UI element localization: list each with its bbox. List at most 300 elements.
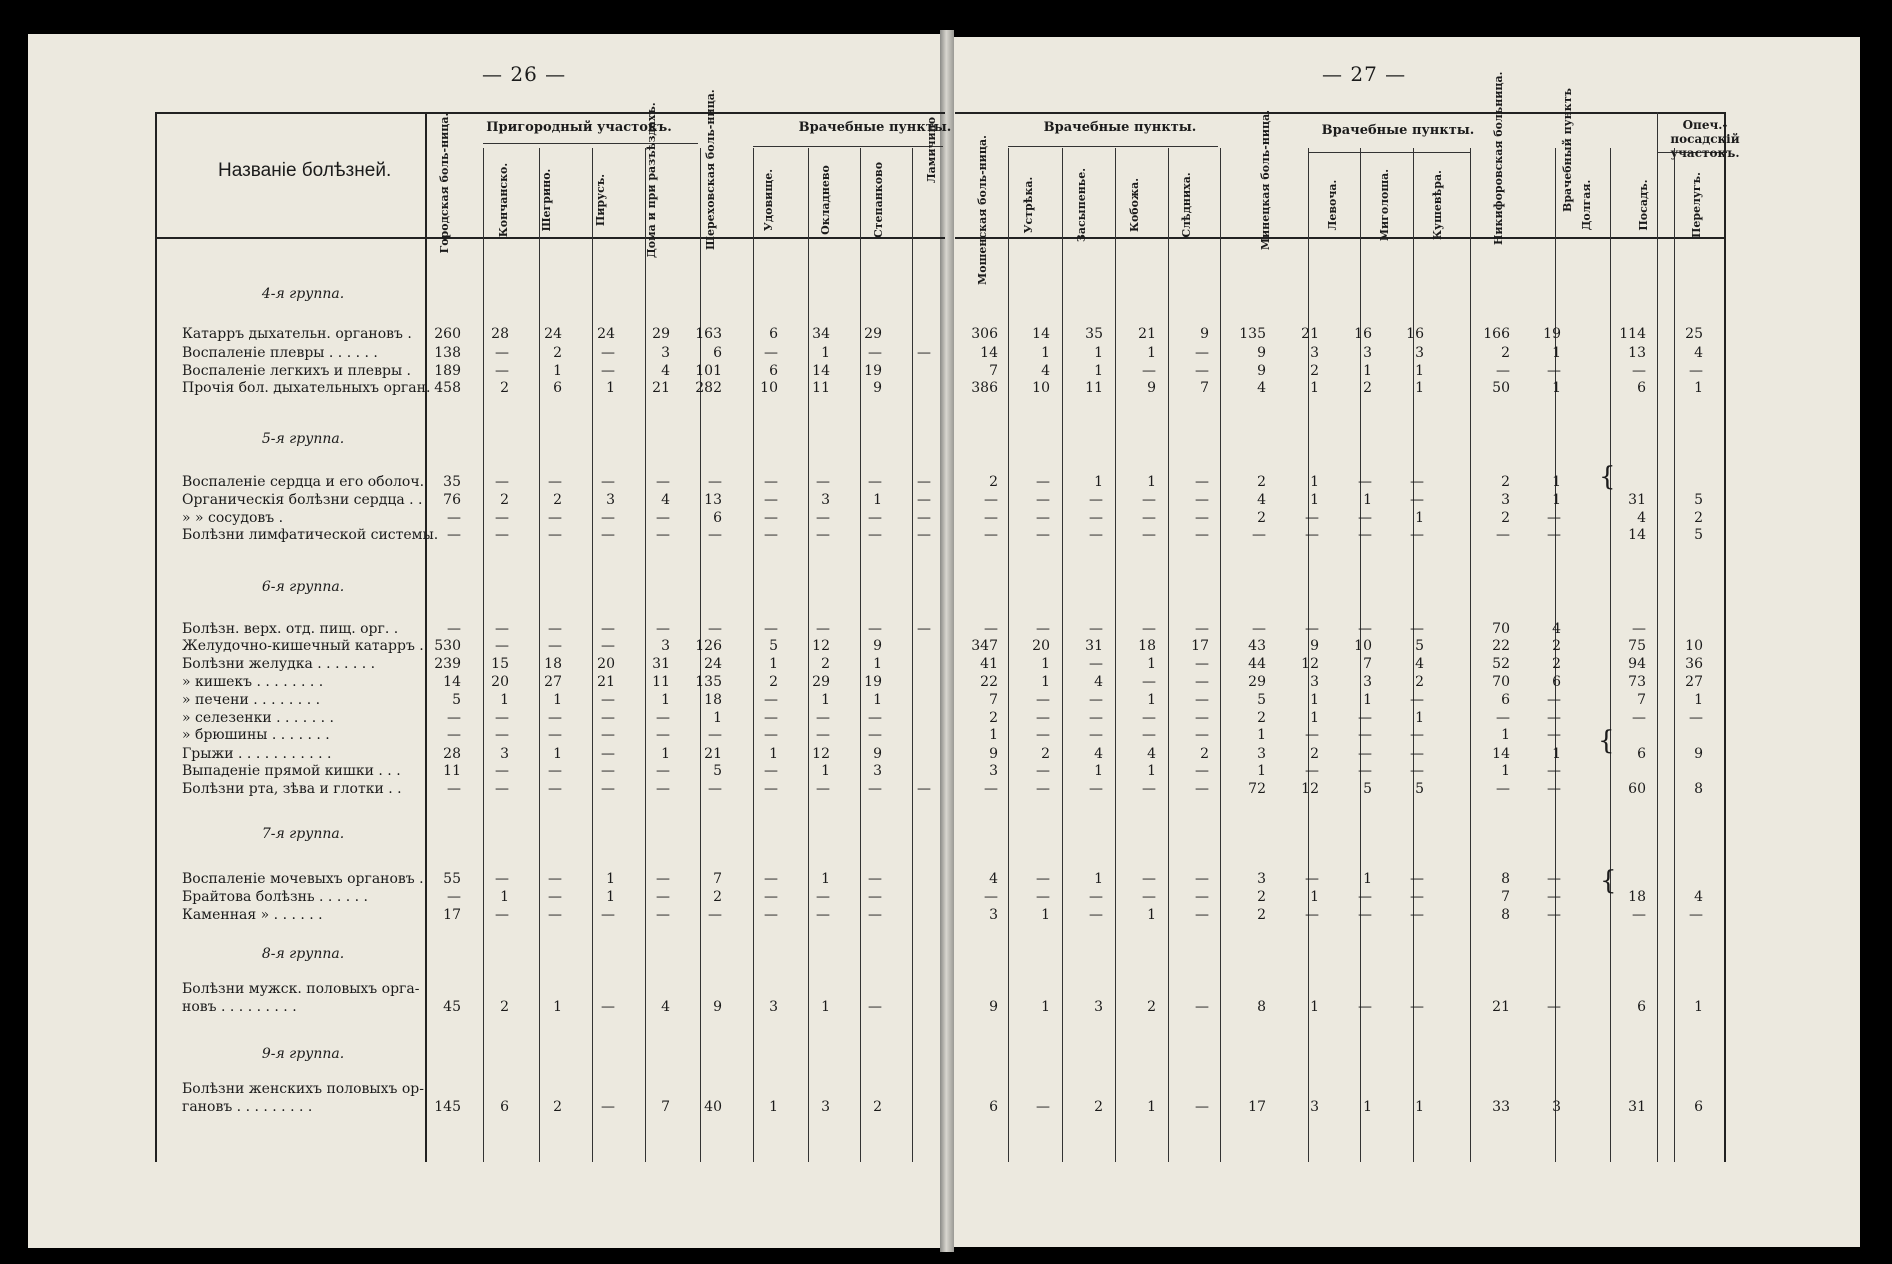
table-cell: 1 xyxy=(1147,692,1156,708)
table-cell: 1 xyxy=(1363,363,1372,379)
table-cell: 17 xyxy=(1191,638,1209,654)
table-cell: — xyxy=(495,781,509,797)
table-cell: 3 xyxy=(661,638,670,654)
table-cell: 94 xyxy=(1628,656,1646,672)
table-cell: — xyxy=(656,621,670,637)
table-cell: 4 xyxy=(1257,492,1266,508)
table-cell: 7 xyxy=(1637,692,1646,708)
table-cell: 2 xyxy=(500,380,509,396)
table-cell: — xyxy=(548,907,562,923)
table-cell: 4 xyxy=(1415,656,1424,672)
table-cell: 52 xyxy=(1492,656,1510,672)
table-cell: 12 xyxy=(812,638,830,654)
table-cell: 101 xyxy=(695,363,722,379)
brace-mark: { xyxy=(1600,866,1617,896)
table-cell: — xyxy=(1547,907,1561,923)
row-label: Воспаленіе сердца и его оболоч. xyxy=(182,474,425,490)
table-cell: 28 xyxy=(443,746,461,762)
table-cell: — xyxy=(656,474,670,490)
row-label: Желудочно-кишечный катарръ . xyxy=(182,638,424,654)
table-top-rule xyxy=(955,112,1725,114)
table-cell: 21 xyxy=(652,380,670,396)
table-cell: — xyxy=(816,710,830,726)
table-cell: — xyxy=(868,621,882,637)
table-cell: — xyxy=(1036,1099,1050,1115)
table-cell: 1 xyxy=(1094,474,1103,490)
table-cell: — xyxy=(495,527,509,543)
table-cell: — xyxy=(548,474,562,490)
table-cell: — xyxy=(1410,492,1424,508)
row-label: » » сосудовъ . xyxy=(182,510,284,526)
table-cell: — xyxy=(1089,492,1103,508)
table-cell: — xyxy=(1195,621,1209,637)
header-stepankovo: Степанково xyxy=(872,161,885,239)
table-cell: — xyxy=(601,746,615,762)
row-label-continuation: гановъ . . . . . . . . . xyxy=(182,1099,313,1115)
table-cell: — xyxy=(1496,363,1510,379)
table-cell: — xyxy=(708,727,722,743)
table-cell: — xyxy=(601,781,615,797)
table-cell: — xyxy=(816,510,830,526)
table-cell: — xyxy=(1142,527,1156,543)
table-cell: 16 xyxy=(1354,326,1372,342)
table-cell: 1 xyxy=(553,363,562,379)
header-udovishche: Удовище. xyxy=(762,168,775,232)
table-cell: — xyxy=(1089,727,1103,743)
table-cell: 12 xyxy=(812,746,830,762)
table-cell: — xyxy=(1195,871,1209,887)
table-cell: — xyxy=(816,727,830,743)
table-cell: 306 xyxy=(971,326,998,342)
table-cell: 2 xyxy=(1257,474,1266,490)
table-cell: — xyxy=(1358,763,1372,779)
table-cell: 2 xyxy=(553,345,562,361)
table-cell: 1 xyxy=(1363,492,1372,508)
row-label: Грыжи . . . . . . . . . . . xyxy=(182,746,332,762)
table-cell: — xyxy=(1195,999,1209,1015)
table-cell: 4 xyxy=(1147,746,1156,762)
table-cell: 4 xyxy=(661,492,670,508)
table-cell: — xyxy=(764,492,778,508)
table-cell: 3 xyxy=(1552,1099,1561,1115)
table-cell: 5 xyxy=(1694,527,1703,543)
table-cell: — xyxy=(917,474,931,490)
group-heading: 7-я группа. xyxy=(261,826,345,842)
table-cell: — xyxy=(1305,727,1319,743)
table-cell: 3 xyxy=(1310,1099,1319,1115)
table-cell: — xyxy=(1195,763,1209,779)
table-cell: — xyxy=(548,727,562,743)
table-cell: — xyxy=(764,621,778,637)
table-cell: 126 xyxy=(695,638,722,654)
table-cell: — xyxy=(447,510,461,526)
table-cell: 2 xyxy=(553,492,562,508)
table-cell: 1 xyxy=(1415,1099,1424,1115)
table-cell: 3 xyxy=(1257,746,1266,762)
table-cell: — xyxy=(764,727,778,743)
table-cell: — xyxy=(1305,763,1319,779)
table-cell: 1 xyxy=(873,656,882,672)
table-cell: 6 xyxy=(989,1099,998,1115)
table-cell: — xyxy=(764,527,778,543)
table-cell: 1 xyxy=(769,746,778,762)
table-cell: 1 xyxy=(1310,999,1319,1015)
table-cell: 7 xyxy=(661,1099,670,1115)
table-cell: 1 xyxy=(1310,692,1319,708)
table-cell: 3 xyxy=(661,345,670,361)
table-cell: — xyxy=(601,907,615,923)
column-rule xyxy=(1470,148,1471,1162)
column-rule xyxy=(1168,148,1169,1162)
table-cell: — xyxy=(447,889,461,905)
table-cell: 1 xyxy=(1694,380,1703,396)
table-cell: 3 xyxy=(989,907,998,923)
header-posad: Посадъ. xyxy=(1637,179,1650,231)
table-cell: — xyxy=(1358,710,1372,726)
table-cell: 8 xyxy=(1257,999,1266,1015)
table-cell: — xyxy=(868,474,882,490)
table-cell: — xyxy=(1689,907,1703,923)
table-cell: 1 xyxy=(713,710,722,726)
table-cell: — xyxy=(1410,763,1424,779)
header-doma: Дома и при разъѣздахъ. xyxy=(645,102,658,258)
table-cell: — xyxy=(1036,710,1050,726)
table-cell: — xyxy=(548,889,562,905)
table-cell: 1 xyxy=(661,692,670,708)
table-cell: — xyxy=(1036,492,1050,508)
table-cell: 29 xyxy=(864,326,882,342)
table-cell: — xyxy=(1036,621,1050,637)
table-cell: — xyxy=(447,781,461,797)
table-cell: 14 xyxy=(1628,527,1646,543)
table-cell: 1 xyxy=(1310,889,1319,905)
table-cell: 6 xyxy=(553,380,562,396)
table-cell: 386 xyxy=(971,380,998,396)
table-cell: 10 xyxy=(1032,380,1050,396)
table-cell: — xyxy=(1305,871,1319,887)
table-cell: — xyxy=(764,710,778,726)
row-label: » кишекъ . . . . . . . . xyxy=(182,674,324,690)
table-cell: — xyxy=(1496,781,1510,797)
table-cell: — xyxy=(1195,1099,1209,1115)
table-cell: — xyxy=(1358,474,1372,490)
table-cell: 11 xyxy=(443,763,461,779)
table-cell: 21 xyxy=(1301,326,1319,342)
table-cell: — xyxy=(1547,510,1561,526)
table-cell: — xyxy=(984,781,998,797)
header-pirus: Пирусъ. xyxy=(594,173,607,227)
table-cell: 14 xyxy=(1032,326,1050,342)
table-cell: — xyxy=(656,889,670,905)
table-cell: 2 xyxy=(500,999,509,1015)
table-cell: 1 xyxy=(1094,345,1103,361)
table-cell: 135 xyxy=(695,674,722,690)
table-cell: — xyxy=(656,781,670,797)
table-cell: — xyxy=(1358,999,1372,1015)
table-cell: — xyxy=(764,692,778,708)
column-rule xyxy=(1220,148,1221,1162)
table-cell: 13 xyxy=(704,492,722,508)
group-heading: 9-я группа. xyxy=(261,1046,345,1062)
table-cell: 44 xyxy=(1248,656,1266,672)
table-cell: 1 xyxy=(1415,363,1424,379)
table-cell: 1 xyxy=(1552,380,1561,396)
table-cell: 40 xyxy=(704,1099,722,1115)
table-cell: 13 xyxy=(1628,345,1646,361)
table-cell: 1 xyxy=(1147,763,1156,779)
table-cell: 18 xyxy=(1628,889,1646,905)
table-cell: 14 xyxy=(812,363,830,379)
table-cell: 2 xyxy=(1094,1099,1103,1115)
table-cell: — xyxy=(1089,621,1103,637)
table-cell: 4 xyxy=(989,871,998,887)
table-cell: 2 xyxy=(1501,345,1510,361)
table-cell: — xyxy=(764,871,778,887)
table-cell: 2 xyxy=(500,492,509,508)
table-cell: — xyxy=(1410,727,1424,743)
table-cell: 1 xyxy=(1501,763,1510,779)
table-cell: 6 xyxy=(769,326,778,342)
table-cell: 1 xyxy=(1147,907,1156,923)
row-label: Воспаленіе легкихъ и плевры . xyxy=(182,363,411,379)
table-cell: 1 xyxy=(1501,727,1510,743)
table-cell: — xyxy=(1036,871,1050,887)
table-cell: — xyxy=(764,345,778,361)
table-cell: — xyxy=(1195,474,1209,490)
row-label: Катарръ дыхательн. органовъ . xyxy=(182,326,412,342)
table-cell: — xyxy=(1142,674,1156,690)
table-cell: 1 xyxy=(661,746,670,762)
table-cell: — xyxy=(1547,692,1561,708)
header-kushevera: Кушевѣра. xyxy=(1431,170,1444,240)
table-cell: 1 xyxy=(1415,380,1424,396)
table-cell: — xyxy=(1496,527,1510,543)
table-cell: 3 xyxy=(821,492,830,508)
table-cell: 76 xyxy=(443,492,461,508)
table-cell: — xyxy=(495,621,509,637)
table-cell: — xyxy=(1410,474,1424,490)
table-cell: 31 xyxy=(1628,1099,1646,1115)
table-cell: 2 xyxy=(713,889,722,905)
table-cell: 1 xyxy=(821,692,830,708)
group-heading: 8-я группа. xyxy=(261,946,345,962)
table-cell: 1 xyxy=(821,345,830,361)
table-cell: — xyxy=(1358,727,1372,743)
table-cell: — xyxy=(1195,781,1209,797)
row-label: Болѣзни женскихъ половыхъ ор- xyxy=(182,1081,424,1097)
table-cell: 1 xyxy=(769,656,778,672)
table-cell: — xyxy=(1195,345,1209,361)
table-cell: — xyxy=(1252,621,1266,637)
table-cell: 1 xyxy=(1694,999,1703,1015)
table-cell: — xyxy=(656,763,670,779)
brace-mark: { xyxy=(1598,726,1615,756)
table-cell: 1 xyxy=(1363,871,1372,887)
table-cell: — xyxy=(1358,889,1372,905)
header-opech: Опеч.-посадскій участокъ. xyxy=(1670,118,1740,160)
table-cell: — xyxy=(917,492,931,508)
table-cell: — xyxy=(1547,999,1561,1015)
table-cell: 20 xyxy=(491,674,509,690)
table-cell: — xyxy=(1195,363,1209,379)
table-cell: 6 xyxy=(713,510,722,526)
table-cell: — xyxy=(1036,727,1050,743)
table-cell: — xyxy=(1142,710,1156,726)
table-cell: 239 xyxy=(434,656,461,672)
table-cell: 8 xyxy=(1501,871,1510,887)
row-label: Болѣзни желудка . . . . . . . xyxy=(182,656,376,672)
row-label: Воспаленіе мочевыхъ органовъ . xyxy=(182,871,424,887)
table-cell: — xyxy=(1632,710,1646,726)
header-perelug: Перелугъ. xyxy=(1690,172,1703,238)
header-levocha: Левоча. xyxy=(1326,179,1339,231)
table-cell: — xyxy=(601,363,615,379)
table-cell: — xyxy=(816,474,830,490)
table-cell: — xyxy=(1036,692,1050,708)
table-cell: — xyxy=(548,621,562,637)
table-cell: 3 xyxy=(769,999,778,1015)
table-cell: 6 xyxy=(1637,746,1646,762)
table-cell: 1 xyxy=(1694,692,1703,708)
table-cell: — xyxy=(447,527,461,543)
table-cell: — xyxy=(1547,781,1561,797)
table-cell: 1 xyxy=(1041,674,1050,690)
table-cell: 2 xyxy=(873,1099,882,1115)
table-cell: 31 xyxy=(1628,492,1646,508)
table-cell: 145 xyxy=(434,1099,461,1115)
table-cell: 11 xyxy=(652,674,670,690)
table-cell: 1 xyxy=(821,999,830,1015)
table-cell: 3 xyxy=(989,763,998,779)
table-cell: 7 xyxy=(1363,656,1372,672)
table-cell: — xyxy=(548,527,562,543)
table-cell: — xyxy=(601,621,615,637)
table-cell: 29 xyxy=(652,326,670,342)
table-cell: 2 xyxy=(769,674,778,690)
table-cell: — xyxy=(708,474,722,490)
table-cell: 2 xyxy=(1257,907,1266,923)
column-rule xyxy=(1115,148,1116,1162)
table-cell: 6 xyxy=(713,345,722,361)
table-cell: — xyxy=(764,474,778,490)
group-heading: 5-я группа. xyxy=(261,431,345,447)
table-cell: 135 xyxy=(1239,326,1266,342)
table-cell: 18 xyxy=(704,692,722,708)
table-cell: 10 xyxy=(1354,638,1372,654)
page-number-left: — 26 — xyxy=(482,62,567,86)
table-cell: 2 xyxy=(1501,474,1510,490)
table-cell: — xyxy=(708,907,722,923)
table-cell: 34 xyxy=(812,326,830,342)
table-cell: — xyxy=(548,781,562,797)
table-cell: 12 xyxy=(1301,781,1319,797)
table-cell: — xyxy=(601,727,615,743)
table-cell: — xyxy=(1142,621,1156,637)
header-kobozha: Кобожа. xyxy=(1128,177,1141,233)
table-cell: 19 xyxy=(1543,326,1561,342)
table-cell: — xyxy=(1142,492,1156,508)
table-cell: — xyxy=(1195,692,1209,708)
table-cell: 1 xyxy=(873,492,882,508)
table-cell: — xyxy=(1410,692,1424,708)
table-cell: — xyxy=(656,510,670,526)
table-cell: — xyxy=(708,621,722,637)
table-cell: 7 xyxy=(1200,380,1209,396)
table-cell: 9 xyxy=(1257,345,1266,361)
header-ustreka: Устрѣка. xyxy=(1022,176,1035,234)
table-cell: — xyxy=(1089,710,1103,726)
table-cell: 3 xyxy=(1257,871,1266,887)
table-cell: 5 xyxy=(452,692,461,708)
table-cell: 60 xyxy=(1628,781,1646,797)
table-cell: 10 xyxy=(760,380,778,396)
table-cell: 4 xyxy=(1041,363,1050,379)
table-right-rule xyxy=(1724,112,1726,1162)
row-label: Выпаденіе прямой кишки . . . xyxy=(182,763,401,779)
table-cell: 3 xyxy=(606,492,615,508)
table-cell: 14 xyxy=(980,345,998,361)
table-cell: 1 xyxy=(821,871,830,887)
table-cell: 75 xyxy=(1628,638,1646,654)
table-cell: 28 xyxy=(491,326,509,342)
table-cell: — xyxy=(1142,889,1156,905)
row-label: » селезенки . . . . . . . xyxy=(182,710,334,726)
table-cell: — xyxy=(1195,492,1209,508)
table-left-rule xyxy=(155,112,157,1162)
table-cell: 5 xyxy=(1415,638,1424,654)
table-cell: — xyxy=(868,527,882,543)
table-cell: — xyxy=(1689,363,1703,379)
table-cell: — xyxy=(656,871,670,887)
header-lamichino: Ламичино xyxy=(925,116,938,184)
table-cell: — xyxy=(548,871,562,887)
table-cell: 1 xyxy=(1310,474,1319,490)
table-cell: — xyxy=(447,727,461,743)
table-cell: 22 xyxy=(980,674,998,690)
table-cell: — xyxy=(548,638,562,654)
header-vrach-punkty-1: Врачебные пункты. xyxy=(798,120,952,135)
table-cell: — xyxy=(708,781,722,797)
table-cell: — xyxy=(1547,363,1561,379)
table-cell: — xyxy=(984,527,998,543)
table-cell: 31 xyxy=(1085,638,1103,654)
table-cell: — xyxy=(1547,710,1561,726)
table-cell: — xyxy=(1036,763,1050,779)
table-cell: 18 xyxy=(1138,638,1156,654)
table-cell: — xyxy=(1195,710,1209,726)
table-cell: 27 xyxy=(1685,674,1703,690)
table-cell: — xyxy=(656,527,670,543)
table-cell: 3 xyxy=(1501,492,1510,508)
table-cell: 163 xyxy=(695,326,722,342)
table-cell: 1 xyxy=(606,380,615,396)
table-cell: — xyxy=(601,999,615,1015)
table-cell: 2 xyxy=(821,656,830,672)
page-number-right: — 27 — xyxy=(1322,62,1407,86)
table-cell: 33 xyxy=(1492,1099,1510,1115)
table-cell: — xyxy=(868,907,882,923)
table-cell: 260 xyxy=(434,326,461,342)
table-cell: 1 xyxy=(873,692,882,708)
table-cell: 2 xyxy=(1310,363,1319,379)
table-cell: — xyxy=(984,492,998,508)
table-cell: 1 xyxy=(553,692,562,708)
table-cell: — xyxy=(495,345,509,361)
table-cell: — xyxy=(1410,527,1424,543)
table-cell: 5 xyxy=(1415,781,1424,797)
table-cell: 5 xyxy=(1363,781,1372,797)
table-cell: — xyxy=(1547,889,1561,905)
